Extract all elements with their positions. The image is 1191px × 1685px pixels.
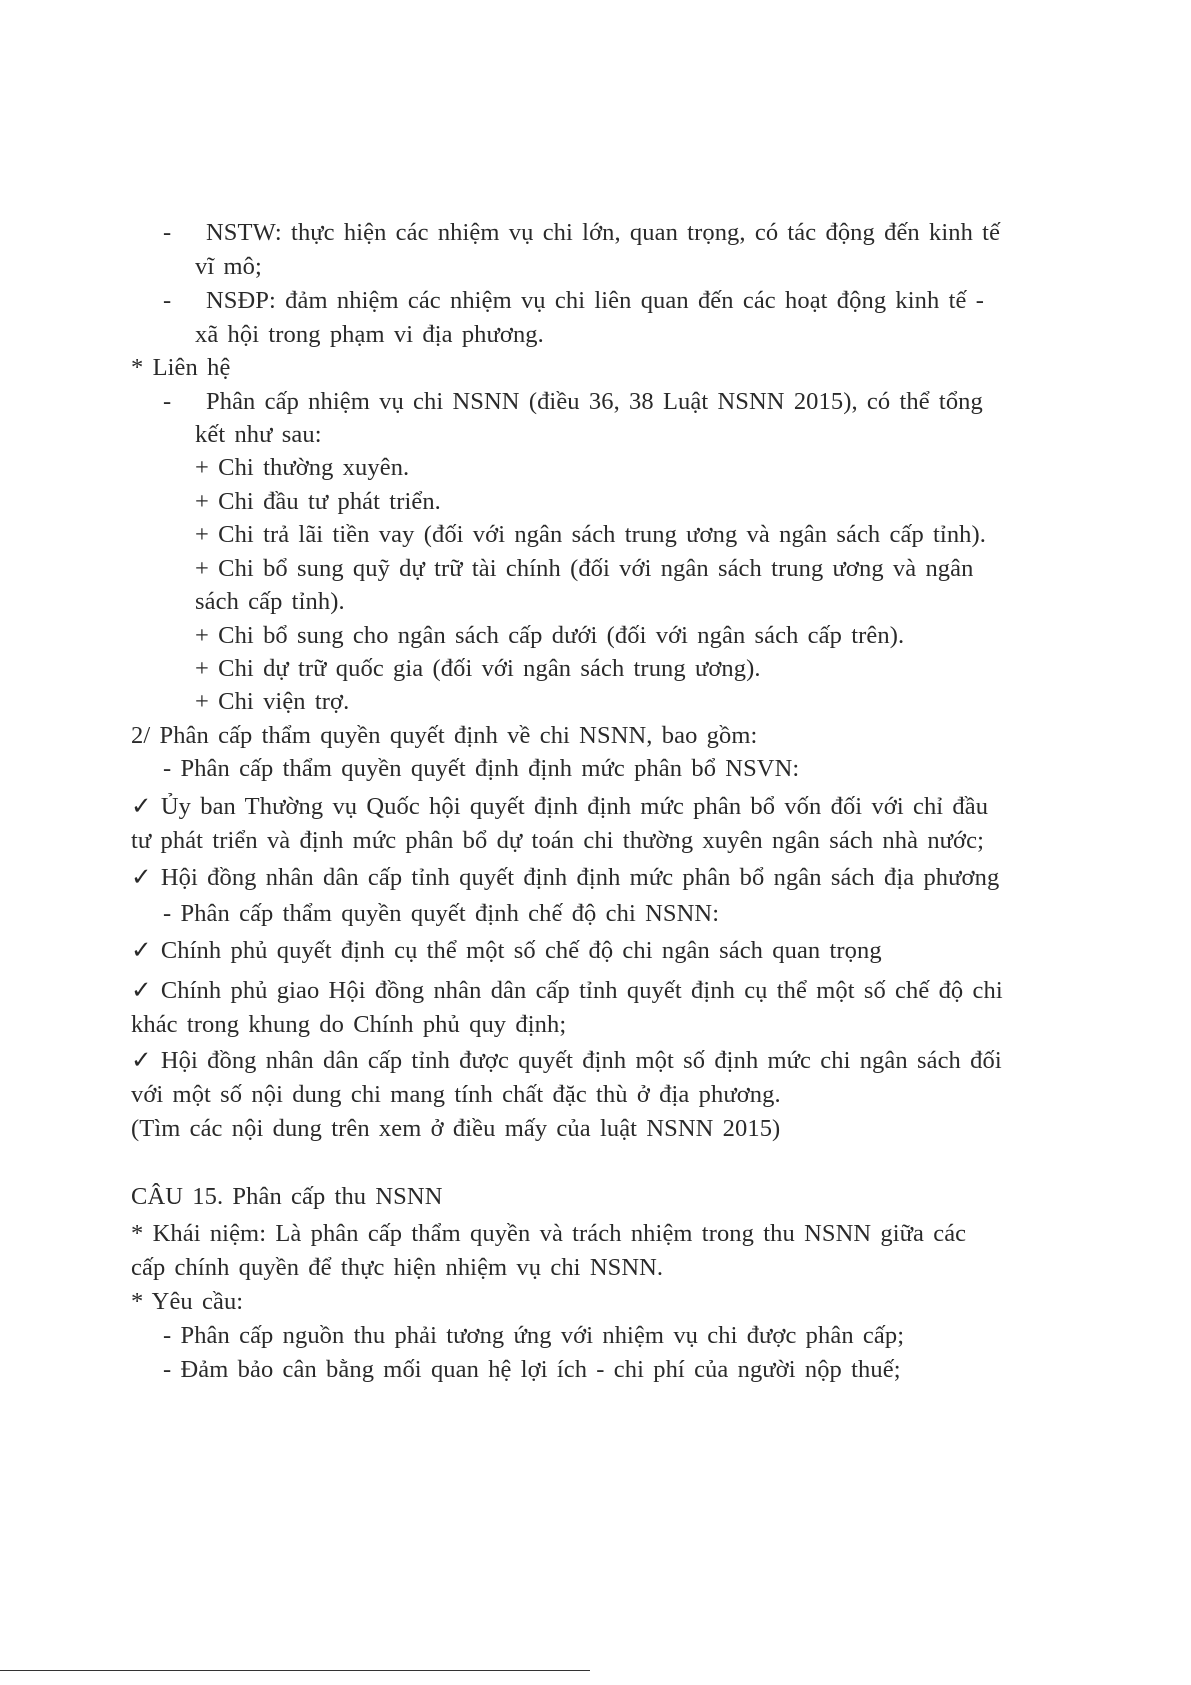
- list-item: - Phân cấp nguồn thu phải tương ứng với nhiệm vụ chi được phân cấp;: [163, 1322, 905, 1349]
- list-item: + Chi thường xuyên.: [195, 454, 410, 481]
- text-line: với một số nội dung chi mang tính chất đặc thù ở địa phương.: [131, 1081, 781, 1108]
- question-title: CÂU 15. Phân cấp thu NSNN: [131, 1183, 443, 1210]
- list-dash: -: [163, 388, 172, 415]
- note-line: (Tìm các nội dung trên xem ở điều mấy của luật NSNN 2015): [131, 1115, 781, 1142]
- list-dash: -: [163, 287, 172, 314]
- section-heading: * Liên hệ: [131, 354, 231, 381]
- check-item: ✓ Hội đồng nhân dân cấp tỉnh quyết định định mức phân bổ ngân sách địa phương: [131, 864, 1000, 891]
- list-item: sách cấp tỉnh).: [195, 588, 345, 615]
- check-item: ✓ Hội đồng nhân dân cấp tỉnh được quyết định một số định mức chi ngân sách đối: [131, 1047, 1002, 1074]
- text-line: Phân cấp nhiệm vụ chi NSNN (điều 36, 38 Luật NSNN 2015), có thể tổng: [206, 388, 983, 415]
- list-item: + Chi viện trợ.: [195, 688, 350, 715]
- text-line: kết như sau:: [195, 421, 322, 448]
- text-line: khác trong khung do Chính phủ quy định;: [131, 1011, 567, 1038]
- list-item: + Chi bổ sung cho ngân sách cấp dưới (đối với ngân sách cấp trên).: [195, 622, 905, 649]
- section-heading: 2/ Phân cấp thẩm quyền quyết định về chi NSNN, bao gồm:: [131, 722, 758, 749]
- list-item: + Chi dự trữ quốc gia (đối với ngân sách trung ương).: [195, 655, 761, 682]
- list-item: + Chi đầu tư phát triển.: [195, 488, 441, 515]
- check-item: ✓ Chính phủ quyết định cụ thể một số chế độ chi ngân sách quan trọng: [131, 937, 882, 964]
- text-line: tư phát triển và định mức phân bổ dự toán chi thường xuyên ngân sách nhà nước;: [131, 827, 984, 854]
- text-line: xã hội trong phạm vi địa phương.: [195, 321, 544, 348]
- check-item: ✓ Ủy ban Thường vụ Quốc hội quyết định định mức phân bổ vốn đối với chỉ đầu: [131, 793, 989, 820]
- list-item: - Đảm bảo cân bằng mối quan hệ lợi ích - chi phí của người nộp thuế;: [163, 1356, 901, 1383]
- text-line: * Khái niệm: Là phân cấp thẩm quyền và trách nhiệm trong thu NSNN giữa các: [131, 1220, 967, 1247]
- text-line: NSĐP: đảm nhiệm các nhiệm vụ chi liên quan đến các hoạt động kinh tế -: [206, 287, 984, 314]
- text-line: cấp chính quyền để thực hiện nhiệm vụ chi NSNN.: [131, 1254, 664, 1281]
- text-line: vĩ mô;: [195, 253, 262, 280]
- list-item: + Chi trả lãi tiền vay (đối với ngân sách trung ương và ngân sách cấp tỉnh).: [195, 521, 987, 548]
- section-heading: * Yêu cầu:: [131, 1288, 244, 1315]
- text-line: NSTW: thực hiện các nhiệm vụ chi lớn, quan trọng, có tác động đến kinh tế: [206, 219, 1001, 246]
- check-item: ✓ Chính phủ giao Hội đồng nhân dân cấp tỉnh quyết định cụ thể một số chế độ chi: [131, 977, 1003, 1004]
- sub-heading: - Phân cấp thẩm quyền quyết định định mức phân bổ NSVN:: [163, 755, 800, 782]
- footnote-rule: [0, 1670, 590, 1671]
- sub-heading: - Phân cấp thẩm quyền quyết định chế độ chi NSNN:: [163, 900, 720, 927]
- list-item: + Chi bổ sung quỹ dự trữ tài chính (đối với ngân sách trung ương và ngân: [195, 555, 974, 582]
- list-dash: -: [163, 219, 172, 246]
